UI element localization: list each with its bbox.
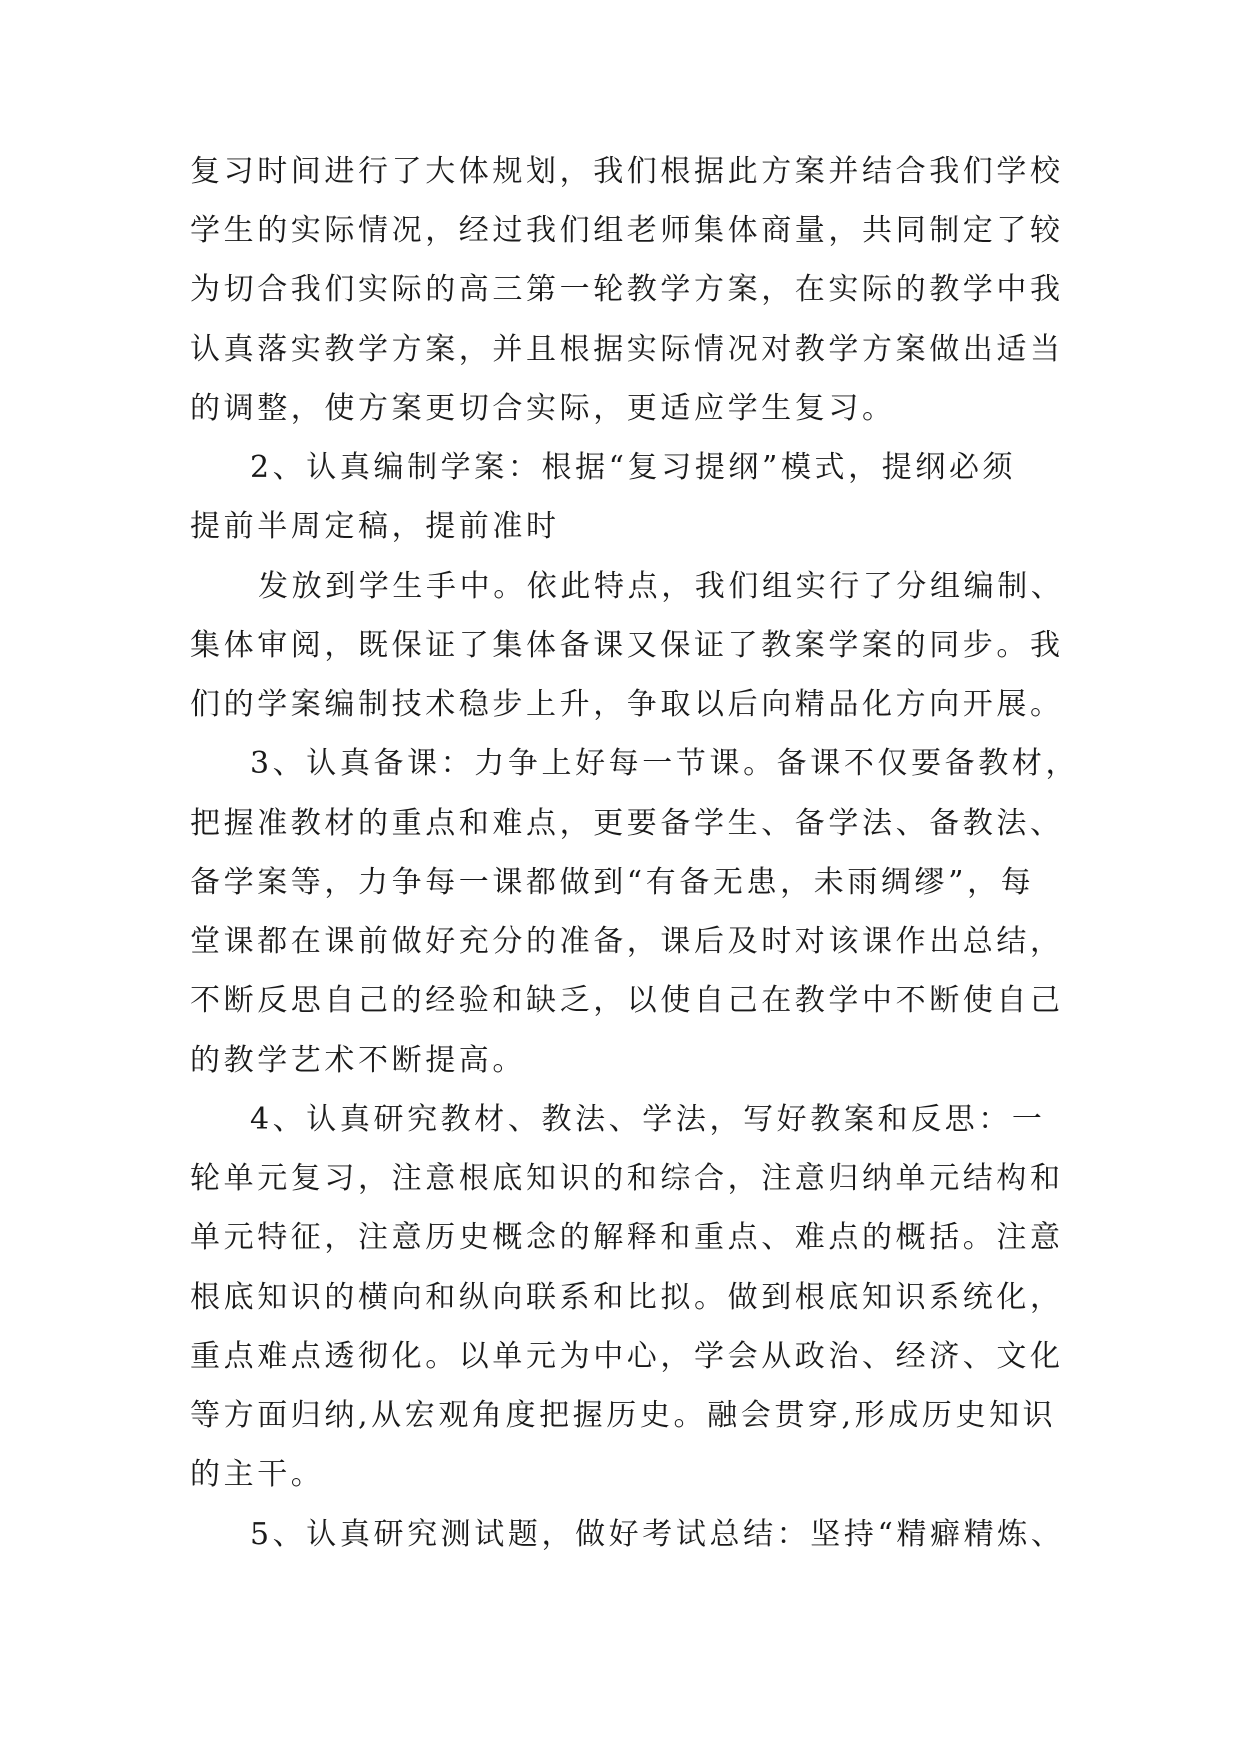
text-line-6: 2、认真编制学案：根据“复习提纲”模式，提纲必须 bbox=[250, 450, 1017, 485]
text-line-23: 的主干。 bbox=[190, 1457, 325, 1492]
text-line-15: 不断反思自己的经验和缺乏，以使自己在教学中不断使自己 bbox=[190, 983, 1064, 1018]
text-line-17: 4、认真研究教材、教法、学法，写好教案和反思：一 bbox=[250, 1102, 1046, 1137]
text-line-3: 为切合我们实际的高三第一轮教学方案，在实际的教学中我 bbox=[190, 272, 1064, 307]
text-line-9: 集体审阅，既保证了集体备课又保证了教案学案的同步。我 bbox=[190, 628, 1064, 663]
text-line-5: 的调整，使方案更切合实际，更适应学生复习。 bbox=[190, 391, 896, 426]
text-line-24: 5、认真研究测试题，做好考试总结：坚持“精癖精炼、 bbox=[250, 1517, 1065, 1552]
text-line-12: 把握准教材的重点和难点，更要备学生、备学法、备教法、 bbox=[190, 806, 1064, 841]
text-line-13: 备学案等，力争每一课都做到“有备无患，未雨绸缪”，每 bbox=[190, 865, 1035, 900]
text-line-22: 等方面归纳,从宏观角度把握历史。融会贯穿,形成历史知识 bbox=[190, 1398, 1057, 1433]
text-line-21: 重点难点透彻化。以单元为中心，学会从政治、经济、文化 bbox=[190, 1339, 1064, 1374]
text-line-11: 3、认真备课：力争上好每一节课。备课不仅要备教材， bbox=[250, 746, 1080, 781]
text-line-1: 复习时间进行了大体规划，我们根据此方案并结合我们学校 bbox=[190, 154, 1064, 189]
text-line-16: 的教学艺术不断提高。 bbox=[190, 1043, 526, 1078]
text-line-8: 发放到学生手中。依此特点，我们组实行了分组编制、 bbox=[258, 569, 1065, 604]
text-line-14: 堂课都在课前做好充分的准备，课后及时对该课作出总结， bbox=[190, 924, 1064, 959]
text-line-19: 单元特征，注意历史概念的解释和重点、难点的概括。注意 bbox=[190, 1220, 1064, 1255]
text-line-2: 学生的实际情况，经过我们组老师集体商量，共同制定了较 bbox=[190, 213, 1064, 248]
text-line-10: 们的学案编制技术稳步上升，争取以后向精品化方向开展。 bbox=[190, 687, 1064, 722]
text-line-18: 轮单元复习，注意根底知识的和综合，注意归纳单元结构和 bbox=[190, 1161, 1064, 1196]
text-line-7: 提前半周定稿，提前准时 bbox=[190, 509, 560, 544]
text-line-4: 认真落实教学方案，并且根据实际情况对教学方案做出适当 bbox=[190, 332, 1064, 367]
text-line-20: 根底知识的横向和纵向联系和比拟。做到根底知识系统化， bbox=[190, 1280, 1064, 1315]
